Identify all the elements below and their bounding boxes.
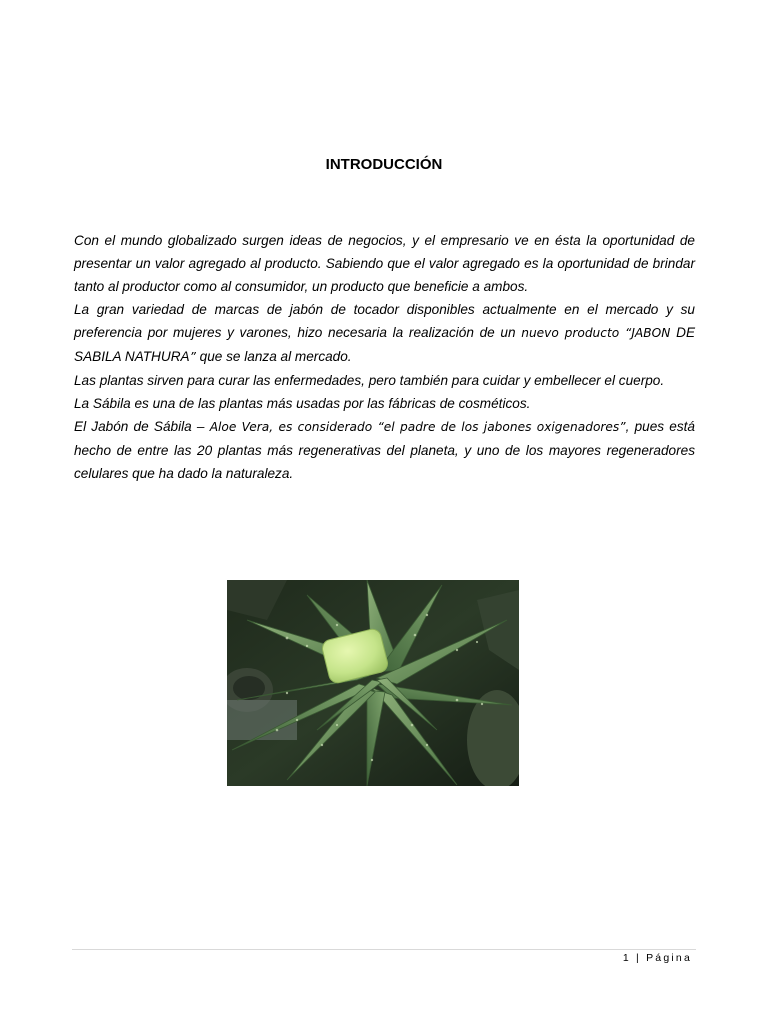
paragraph-aloe-soap-end: , pues está hecho de entre las 20 plantas más regenerativas del planeta, y uno de los mayores regeneradores celulares que ha dado la naturaleza. (74, 419, 695, 481)
product-name-lead: nuevo producto “JABON (521, 326, 677, 340)
product-name: DE SABILA NATHURA (74, 325, 696, 364)
page-number: 1 | Página (622, 952, 692, 964)
paragraph-soap-variety-text: La gran variedad de marcas de jabón de tocador disponibles actualmente en el mercado y su preferencia por mujeres y varones, hizo necesaria la realización de un (74, 302, 695, 340)
footer-divider (72, 949, 696, 950)
introduction-text (74, 229, 695, 485)
paragraph-sabila-usage: La Sábila es una de las plantas más usadas por las fábricas de cosméticos. (74, 396, 531, 411)
aloe-soap-photo (227, 580, 519, 786)
paragraph-soap-variety (74, 298, 695, 369)
aloe-vera-quote: Aloe Vera, es considerado “el padre de los jabones oxigenadores” (209, 420, 626, 434)
paragraph-soap-variety-end: que se lanza al mercado. (195, 349, 352, 364)
paragraph-aloe-soap-lead: El Jabón de Sábila – (74, 419, 210, 434)
product-name-close-quote: ” (189, 350, 196, 364)
paragraph-globalization: Con el mundo globalizado surgen ideas de negocios, y el empresario ve en ésta la oportunidad de presentar un valor agregado al producto. Sabiendo que el valor agregado es la oportunidad de brindar tanto al productor como al consumidor, un producto que beneficie a ambos. (74, 233, 695, 294)
paragraph-aloe-soap (74, 415, 695, 485)
page-title: INTRODUCCIÓN (325, 156, 443, 173)
paragraph-plants-cure: Las plantas sirven para curar las enfermedades, pero también para cuidar y embellecer el cuerpo. (74, 373, 665, 388)
